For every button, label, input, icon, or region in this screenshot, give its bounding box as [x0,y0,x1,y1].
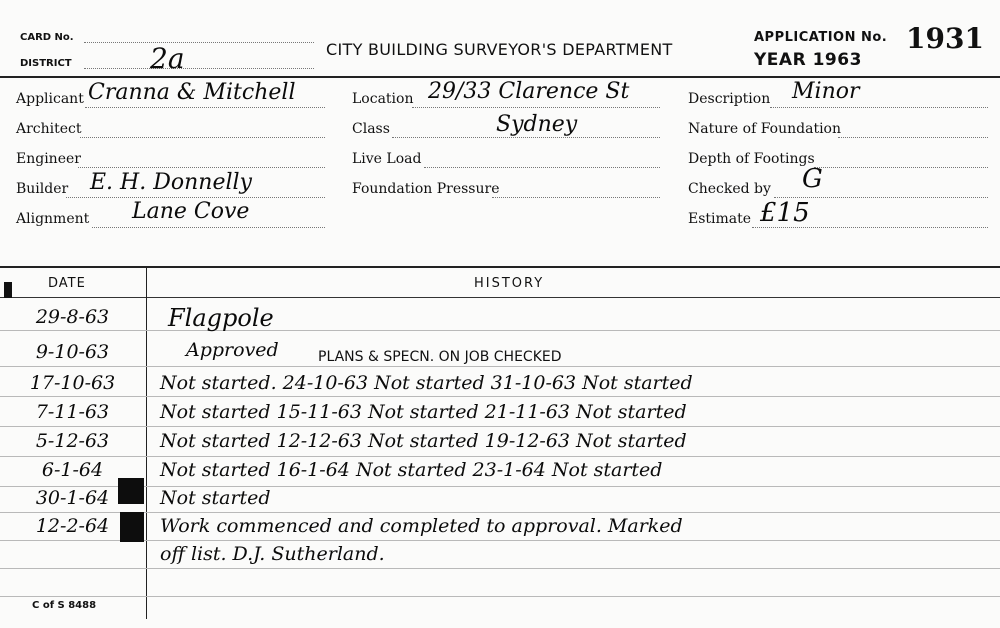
form-code: C of S 8488 [32,600,97,611]
class-value: Sydney [496,112,578,137]
ruled-line [0,396,1000,397]
description-label: Description [688,91,771,107]
date-column-divider [146,267,147,619]
row-history: Approved [186,339,279,361]
ruled-line [0,540,1000,541]
row-history: Not started [160,487,271,509]
table-header-rule [0,297,1000,298]
ruled-line [0,366,1000,367]
alignment-label: Alignment [16,211,90,227]
engineer-label: Engineer [16,151,81,167]
department-title: CITY BUILDING SURVEYOR'S DEPARTMENT [326,40,673,59]
description-line [770,107,988,108]
district-label: DISTRICT [20,58,72,69]
row-date: 29-8-63 [35,306,110,328]
architect-line [80,137,325,138]
live-load-line [424,167,660,168]
checked-by-value: G [802,164,823,194]
estimate-value: £15 [760,198,810,228]
row-history: Not started 16-1-64 Not started 23-1-64 Not started [160,459,663,481]
row-history: Not started 12-12-63 Not started 19-12-63 Not started [160,430,687,452]
live-load-label: Live Load [352,151,422,167]
row-date: 5-12-63 [35,430,110,452]
row-date: 30-1-64 [35,487,110,509]
builder-value: E. H. Donnelly [90,170,252,195]
row-history: Not started. 24-10-63 Not started 31-10-63 Not started [160,372,693,394]
builder-line [66,197,325,198]
row-history: off list. D.J. Sutherland. [160,543,385,565]
builder-label: Builder [16,181,69,197]
history-header: HISTORY [474,276,545,291]
date-header: DATE [48,276,86,291]
row-date: 7-11-63 [35,401,110,423]
nature-of-foundation-label: Nature of Foundation [688,121,841,137]
ruled-line [0,456,1000,457]
foundation-pressure-label: Foundation Pressure [352,181,500,197]
row-date: 12-2-64 [35,515,110,537]
year-label: YEAR 1963 [754,50,862,70]
plans-checked-stamp: PLANS & SPECN. ON JOB CHECKED [318,349,562,365]
card-no-label: CARD No. [20,32,74,43]
district-line [84,68,314,69]
foundation-pressure-line [492,197,660,198]
location-line [412,107,660,108]
ruled-line [0,330,1000,331]
applicant-line [85,107,325,108]
applicant-label: Applicant [16,91,84,107]
alignment-value: Lane Cove [132,199,250,224]
location-label: Location [352,91,414,107]
table-top-rule [0,266,1000,268]
row-history: Not started 15-11-63 Not started 21-11-63 Not started [160,401,687,423]
ink-blot [120,512,144,542]
architect-label: Architect [16,121,82,137]
header-rule [0,76,1000,78]
alignment-line [92,227,325,228]
application-number: 1931 [906,22,984,55]
row-date: 9-10-63 [35,341,110,363]
card-no-line [84,42,314,43]
ruled-line [0,512,1000,513]
ruled-line [0,596,1000,597]
row-history: Work commenced and completed to approval. Marked [160,515,683,537]
nature-of-foundation-line [838,137,988,138]
depth-of-footings-label: Depth of Footings [688,151,815,167]
ruled-line [0,426,1000,427]
district-value: 2a [150,42,185,75]
engineer-line [78,167,325,168]
application-label: APPLICATION No. [754,30,888,45]
class-line [392,137,660,138]
ruled-line [0,568,1000,569]
checked-by-label: Checked by [688,181,771,197]
row-date: 17-10-63 [29,372,116,394]
description-value: Minor [792,79,860,104]
ruled-line [0,486,1000,487]
applicant-value: Cranna & Mitchell [88,80,296,105]
ink-blot [4,282,12,298]
estimate-label: Estimate [688,211,752,227]
row-date: 6-1-64 [41,459,104,481]
depth-of-footings-line [814,167,988,168]
class-label: Class [352,121,390,137]
location-value: 29/33 Clarence St [428,79,630,104]
ink-blot [118,478,144,504]
row-history: Flagpole [168,304,274,332]
